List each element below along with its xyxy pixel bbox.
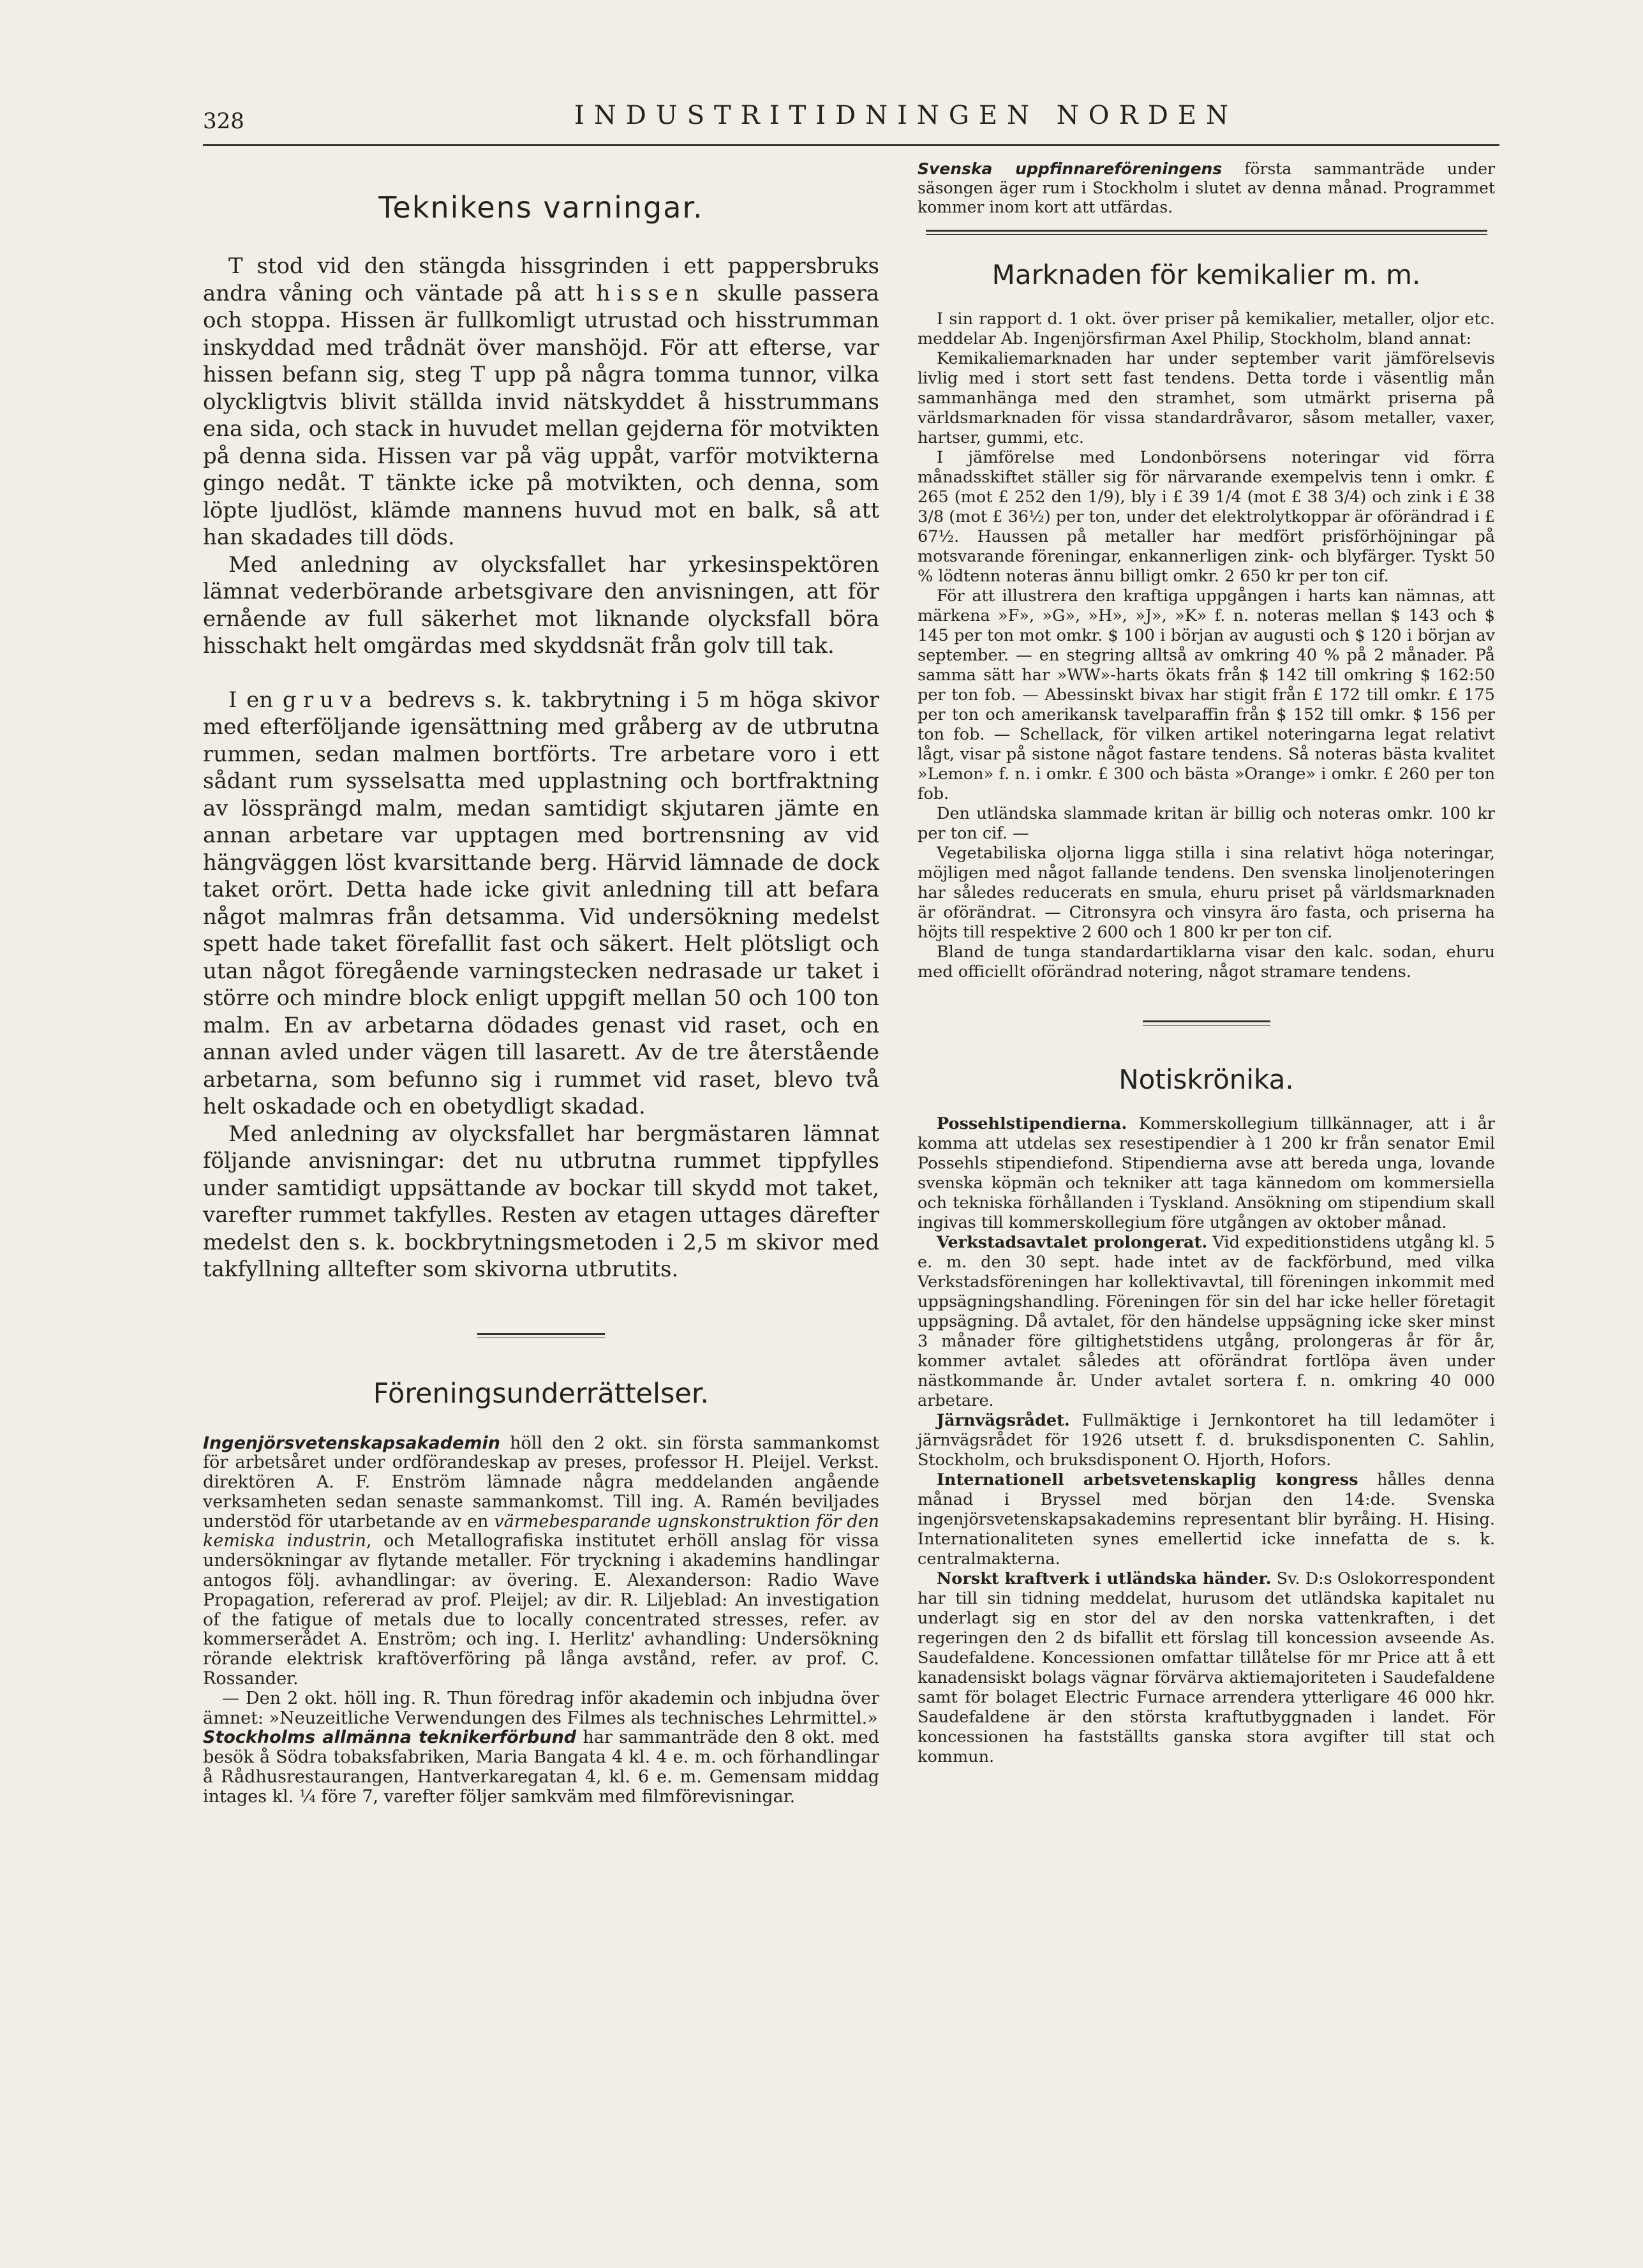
marknaden-paragraph: Den utländska slammade kritan är billig och noteras omkr. 100 kr per ton cif. —	[918, 804, 1495, 843]
marknaden-paragraph: I jämförelse med Londonbörsens noteringar vid förra månadsskiftet ställer sig för närvarande exempelvis tenn i omkr. £ 265 (mot £ 252 den 1/9), bly i £ 39 1/4 (mot £ 38 3/4) och zink i £ 38 3/8 (mot £ 36½) per ton, under det elektrolytkoppar är oförändrad i £ 67½. Haussen på metaller har medfört prisförhöjningar på motsvarande föreningar, enkannerligen zink- och blyfärger. Tyskt 50 % lödtenn noteras ännu billigt omkr. 2 650 kr per ton cif.	[918, 448, 1495, 586]
right-column	[918, 147, 1495, 1767]
teknikens-paragraph: Med anledning av olycksfallet har yrkesinspektören lämnat vederbörande arbetsgivare den anvisningen, att för ernående av full säkerhet mot liknande olycksfall böra hisschakt helt omgärdas med skyddsnät från golv till tak.	[203, 551, 879, 659]
notis-lead: Verkstadsavtalet prolongerat.	[937, 1233, 1208, 1252]
notis-lead: Possehlstipendierna.	[937, 1114, 1127, 1133]
forening-lead: Ingenjörsvetenskapsakademin	[203, 1433, 500, 1453]
forening-lead: Stockholms allmänna teknikerförbund	[203, 1727, 577, 1748]
notis-body	[918, 1114, 1495, 1767]
teknikens-paragraph: I en gruva bedrevs s. k. takbrytning i 5 m höga skivor med efterföljande igensättning med gråberg av de utbrutna rummen, sedan malmen bortförts. Tre arbetare voro i ett sådant rum sysselsatta med upplastning och bortfraktning av lössprängd malm, medan samtidigt skjutaren jämte en annan arbetare var upptagen med bortrensning av vid hängväggen löst kvarsittande berg. Härvid lämnade de dock taket orört. Detta hade icke givit anledning till att befara något malmras från detsamma. Vid undersökning medelst spett hade taket förefallit fast och säkert. Helt plötsligt och utan något föregående varningstecken nedrasade ur taket i större och mindre block enligt uppgift mellan 50 och 100 ton malm. En av arbetarna dödades genast vid raset, och en annan avled under vägen till lasarett. Av de tre återstående arbetarna, som befunno sig i rummet vid raset, blevo två helt oskadade och en obetydligt skadad.	[203, 687, 879, 1119]
emphasis-text: hissen	[596, 280, 706, 306]
header-rule	[203, 144, 1499, 146]
section-divider	[1143, 1020, 1270, 1026]
teknikens-title: Teknikens varningar.	[378, 190, 704, 225]
svenska-paragraph: Svenska uppfinnareföreningens första sammanträde under säsongen äger rum i Stockholm i slutet av denna månad. Programmet kommer inom kort att utfärdas.	[918, 160, 1495, 216]
marknaden-paragraph: Vegetabiliska oljorna ligga stilla i sina relativt höga noteringar, möjligen med något fallande tendens. Den svenska linoljenoteringen har således reducerats en smula, ehuru priset på världsmarknaden är oförändrat. — Citronsyra och vinsyra äro fasta, och priserna ha höjts till respektive 2 600 och 1 800 kr per ton cif.	[918, 844, 1495, 942]
notis-lead: Järnvägsrådet.	[937, 1411, 1070, 1430]
teknikens-paragraph: T stod vid den stängda hissgrinden i ett pappersbruks andra våning och väntade på att hissen skulle passera och stoppa. Hissen är fullkomligt utrustad och hisstrumman inskyddad med trådnät över manshöjd. För att efterse, var hissen befann sig, steg T upp på några tomma tunnor, vilka olyckligtvis blivit ställda invid nätskyddet å hisstrummans ena sida, och stack in huvudet mellan gejderna för motvikten på denna sida. Hissen var på väg uppåt, varför motvikterna gingo nedåt. T tänkte icke på motvikten, och denna, som löpte ljudlöst, klämde mannens huvud mot en balk, så att han skadades till döds.	[203, 253, 879, 550]
forening-paragraph: Stockholms allmänna teknikerförbund har sammanträde den 8 okt. med besök å Södra tobaksfabriken, Maria Bangata 4 kl. 4 e. m. och förhandlingar å Rådhusrestaurangen, Hantverkaregatan 4, kl. 6 e. m. Gemensam middag intages kl. ¼ före 7, varefter följer samkväm med filmförevisningar.	[203, 1727, 879, 1807]
notis-item: Järnvägsrådet. Fullmäktige i Jernkontoret ha till ledamöter i järnvägsrådet för 1926 utsett f. d. bruksdisponenten C. Sahlin, Stockholm, och bruksdisponent O. Hjorth, Hofors.	[918, 1411, 1495, 1470]
page-number: 328	[203, 108, 244, 134]
forening-paragraph: — Den 2 okt. höll ing. R. Thun föredrag inför akademin och inbjudna över ämnet: »Neuzeitliche Verwendungen des Filmes als technisches Lehrmittel.»	[203, 1688, 879, 1728]
section-divider	[926, 230, 1487, 235]
teknikens-paragraph: Med anledning av olycksfallet har bergmästaren lämnat följande anvisningar: det nu utbrutna rummet tippfylles under samtidigt uppsättande av bockar till skydd mot taket, varefter rummet takfylles. Resten av etagen uttages därefter medelst den s. k. bockbrytningsmetoden i 2,5 m skivor med takfyllning alltefter som skivorna utbrutits.	[203, 1121, 879, 1282]
notis-title: Notiskrönika.	[1119, 1064, 1294, 1095]
forening-paragraph: Ingenjörsvetenskapsakademin höll den 2 okt. sin första sammankomst för arbetsåret under ordförandeskap av preses, professor H. Pleijel. Verkst. direktören A. F. Enström lämnade några meddelanden angående verksamheten sedan senaste sammankomst. Till ing. A. Ramén beviljades understöd för utarbetande av en värmebesparande ugnskonstruktion för den kemiska industrin, och Metallografiska institutet erhöll anslag för vissa undersökningar av flytande metaller. För tryckning i akademins handlingar antogos följ. avhandlingar: av övering. E. Alexanderson: Radio Wave Propagation, refererad av prof. Pleijel; av dir. R. Liljeblad: An investigation of the fatigue of metals due to locally concentrated stresses, refer. av kommerserådet A. Enström; och ing. I. Herlitz' avhandling: Undersökning rörande elektrisk kraftöverföring på långa avstånd, refer. av prof. C. Rossander.	[203, 1433, 879, 1689]
marknaden-paragraph: För att illustrera den kraftiga uppgången i harts kan nämnas, att märkena »F», »G», »H», »J», »K» f. n. noteras mellan $ 143 och $ 145 per ton mot omkr. $ 100 i början av augusti och $ 120 i början av september. — en stegring alltså av omkring 40 % på 2 månader. På samma sätt har »WW»-harts ökats från $ 142 till omkring $ 162:50 per ton fob. — Abessinskt bivax har stigit från £ 172 till omkr. £ 175 per ton och amerikansk tavelparaffin från $ 152 till omkr. $ 156 per ton fob. — Schellack, för vilken artikel noteringarna legat relativt lågt, visar på sistone något fastare tendens. Så noteras bästa kvalitet »Lemon» f. n. i omkr. £ 300 och bästa »Orange» i omkr. £ 260 per ton fob.	[918, 586, 1495, 803]
marknaden-paragraph: Kemikaliemarknaden har under september varit jämförelsevis livlig med i stort sett fast tendens. Detta torde i väsentlig mån sammanhänga med den stramhet, som utmärkt priserna på världsmarknaden för vissa standardråvaror, såsom metaller, vaxer, hartser, gummi, etc.	[918, 349, 1495, 447]
notis-item: Internationell arbetsvetenskaplig kongress hålles denna månad i Bryssel med början den 14:de. Svenska ingenjörsvetenskapsakademins representant blir byråing. H. Hising. Internationaliteten synes emellertid icke innefatta de s. k. centralmakterna.	[918, 1470, 1495, 1569]
emphasis-text: gruva	[282, 687, 379, 713]
notis-lead: Internationell arbetsvetenskaplig kongress	[937, 1470, 1358, 1489]
notis-item: Possehlstipendierna. Kommerskollegium tillkännager, att i år komma att utdelas sex resestipendier à 1 200 kr från senator Emil Possehls stipendiefond. Stipendierna avse att bereda unga, lovande svenska köpmän och tekniker att taga kännedom om kommersiella och tekniska förhållanden i Tyskland. Ansökning om stipendium skall ingivas till kommerskollegium före utgången av oktober månad.	[918, 1114, 1495, 1232]
marknaden-body	[918, 310, 1495, 982]
marknaden-paragraph: I sin rapport d. 1 okt. över priser på kemikalier, metaller, oljor etc. meddelar Ab. Ingenjörsfirman Axel Philip, Stockholm, bland annat:	[918, 310, 1495, 348]
forening-title: Föreningsunderrättelser.	[373, 1377, 710, 1410]
marknaden-title: Marknaden för kemikalier m. m.	[992, 259, 1421, 290]
notis-item: Verkstadsavtalet prolongerat. Vid expeditionstidens utgång kl. 5 e. m. den 30 sept. hade intet av de fackförbund, med vilka Verkstadsföreningen har kollektivavtal, till föreningen inkommit med uppsägningshandling. Föreningen för sin del har icke heller företagit uppsägning. Då avtalet, för den händelse uppsägning icke sker minst 3 månader före giltighetstidens utgång, prolongeras år för år, kommer avtalet således att oförändrat fortlöpa även under nästkommande år. Under avtalet sortera f. n. omkring 40 000 arbetare.	[918, 1233, 1496, 1410]
notis-lead: Norskt kraftverk i utländska händer.	[937, 1569, 1272, 1588]
left-column	[203, 147, 879, 1807]
forening-body	[203, 1434, 879, 1807]
svenska-lead: Svenska uppfinnareföreningens	[918, 160, 1223, 178]
teknikens-body	[203, 253, 879, 1283]
svenska-notice	[918, 160, 1495, 217]
section-divider	[477, 1333, 605, 1338]
marknaden-paragraph: Bland de tunga standardartiklarna visar den kalc. sodan, ehuru med officiellt oförändrad notering, något stramare tendens.	[918, 943, 1495, 981]
notis-item: Norskt kraftverk i utländska händer. Sv. D:s Oslokorrespondent har till sin tidning meddelat, hurusom det utländska kapitalet nu underlagt sig en stor del av den norska vattenkraften, i det regeringen den 2 ds bifallit ett förslag till koncession avseende As. Saudefaldene. Koncessionen omfattar tillåtelse för mr Price att å ett kanadensiskt bolags vägnar förvärva aktiemajoriteten i Saudefaldene samt för bolaget Electric Furnace arrendera ytterligare 46 000 hkr. Saudefaldene är den största kraftutbyggnaden i landet. För koncessionen ha fastställts ganska stora avgifter till stat och kommun.	[918, 1569, 1495, 1766]
running-title: INDUSTRITIDNINGEN NORDEN	[574, 101, 1238, 130]
